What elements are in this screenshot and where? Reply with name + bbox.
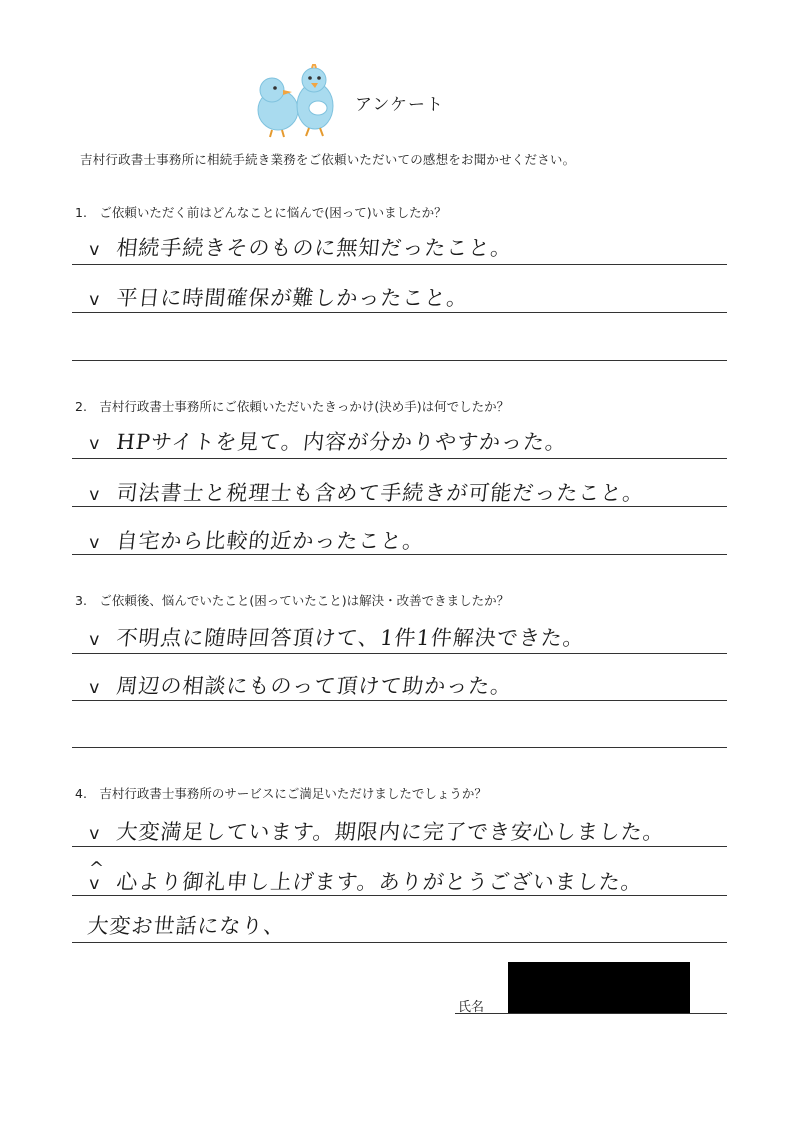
check-mark-icon: v bbox=[89, 240, 101, 260]
answer-1-1: v 相続手続きそのものに無知だったこと。 bbox=[89, 236, 514, 260]
check-mark-icon: v bbox=[89, 434, 101, 454]
answer-2-3: v 自宅から比較的近かったこと。 bbox=[89, 529, 426, 553]
answer-line bbox=[72, 312, 727, 313]
answer-line bbox=[72, 747, 727, 748]
name-line bbox=[455, 1013, 727, 1014]
answer-line bbox=[72, 895, 727, 896]
check-mark-icon: v bbox=[89, 485, 101, 505]
answer-4-1: v 大変満足しています。期限内に完了でき安心しました。 bbox=[89, 820, 667, 844]
name-label: 氏名 bbox=[458, 1000, 485, 1015]
page-title: アンケート bbox=[355, 95, 444, 115]
answer-line bbox=[72, 846, 727, 847]
check-mark-icon: v bbox=[89, 824, 101, 844]
answer-line bbox=[72, 942, 727, 943]
answer-4-3: 大変お世話になり、 bbox=[86, 914, 287, 938]
answer-1-2: v 平日に時間確保が難しかったこと。 bbox=[89, 286, 470, 310]
check-mark-icon: v bbox=[89, 678, 101, 698]
answer-2-1: v HPサイトを見て。内容が分かりやすかった。 bbox=[89, 430, 569, 454]
tall-bird-icon bbox=[297, 64, 333, 136]
answer-line bbox=[72, 264, 727, 265]
question-4-label: 4. 吉村行政書士事務所のサービスにご満足いただけましたでしょうか？ bbox=[75, 786, 487, 801]
check-mark-icon: v bbox=[89, 290, 101, 310]
question-1-label: 1. ご依頼いただく前はどんなことに悩んで(困って)いましたか？ bbox=[75, 205, 447, 220]
answer-2-2: v 司法書士と税理士も含めて手続きが可能だったこと。 bbox=[89, 481, 646, 505]
question-2-label: 2. 吉村行政書士事務所にご依頼いただいたきっかけ(決め手)は何でしたか？ bbox=[75, 399, 510, 414]
answer-line bbox=[72, 554, 727, 555]
answer-line bbox=[72, 653, 727, 654]
small-bird-icon bbox=[258, 78, 298, 137]
answer-line bbox=[72, 360, 727, 361]
bird-mascot-icon bbox=[248, 64, 348, 142]
check-mark-icon: v bbox=[89, 630, 101, 650]
answer-3-2: v 周辺の相談にものって頂けて助かった。 bbox=[89, 674, 514, 698]
intro-text: 吉村行政書士事務所に相続手続き業務をご依頼いただいての感想をお聞かせください。 bbox=[80, 152, 576, 167]
answer-line bbox=[72, 506, 727, 507]
insert-mark: ^ bbox=[89, 858, 105, 879]
question-3-label: 3. ご依頼後、悩んでいたこと(困っていたこと)は解決・改善できましたか？ bbox=[75, 593, 510, 608]
answer-3-1: v 不明点に随時回答頂けて、1件1件解決できた。 bbox=[89, 626, 587, 650]
redacted-name bbox=[508, 962, 690, 1014]
check-mark-icon: v bbox=[89, 533, 101, 553]
answer-4-2: v 心より御礼申し上げます。ありがとうございました。 bbox=[89, 870, 645, 894]
answer-line bbox=[72, 700, 727, 701]
check-mark-icon: v bbox=[89, 874, 101, 894]
answer-line bbox=[72, 458, 727, 459]
